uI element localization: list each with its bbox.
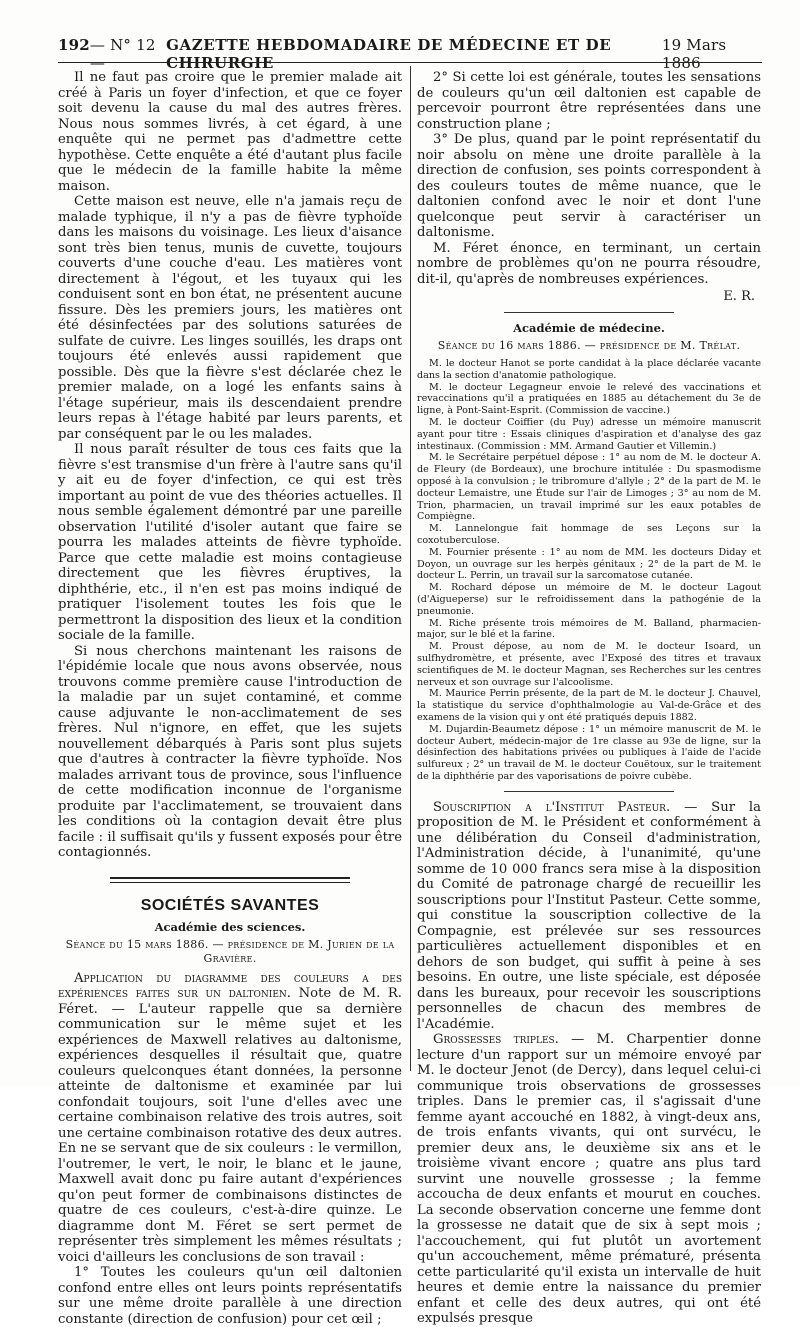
small-paragraph: M. Proust dépose, au nom de M. le docteur Isoard, un sulfhydromètre, et présente, avec l'Exposé des titres et travaux scientifiques de M. le docteur Magnan, ses Recherches sur les centres nerveux et son ouvrage sur l'alcoolisme. bbox=[417, 641, 761, 688]
page-number: 192 bbox=[58, 36, 90, 54]
page-header bbox=[58, 36, 758, 58]
paragraph: 2° Si cette loi est générale, toutes les sensations de couleurs qu'un œil daltonien est capable de percevoir pourront être représentées dans une construction plane ; bbox=[417, 70, 761, 132]
paragraph: Si nous cherchons maintenant les raisons de l'épidémie locale que nous avons observée, nous trouvons comme première cause l'introduction de la maladie par un sujet contaminé, et comme cause adjuvante le non-acclimatement de ses frères. Nul n'ignore, en effet, que les sujets nouvellement débarqués à Paris sont plus sujets que d'autres à contracter la fièvre typhoïde. Nos malades arrivant tous de province, sous l'influence de cette modification inconnue de l'organisme produite par l'acclimatement, se trouvaient dans les conditions où la contagion devait être plus facile : il suffisait qu'ils y fussent exposés pour être contagionnés. bbox=[58, 644, 402, 861]
issue-date: 19 Mars 1886 bbox=[662, 36, 758, 72]
small-paragraph: M. Dujardin-Beaumetz dépose : 1° un mémoire manuscrit de M. le docteur Aubert, médecin-major de 1re classe au 93e de ligne, sur la désinfection des habitations privées ou publiques à l'aide de l'acide sulfureux ; 2° un travail de M. le docteur Couëtoux, sur le traitement de la diphthérie par des vaporisations de poivre cubèbe. bbox=[417, 724, 761, 783]
paragraph bbox=[417, 1032, 761, 1327]
paragraph-lead: Application du diagramme des couleurs a des expériences faites sur un daltonien. bbox=[58, 971, 402, 1002]
small-paragraph: M. le docteur Coiffier (du Puy) adresse un mémoire manuscrit ayant pour titre : Essais cliniques d'aspiration et d'analyse des gaz intestinaux. (Commission : MM. Armand Gautier et Villemin.) bbox=[417, 417, 761, 452]
paragraph: 1° Toutes les couleurs qu'un œil daltonien confond entre elles ont leurs points représentatifs sur une même droite parallèle à une direction constante (direction de confusion) pour cet œil ; bbox=[58, 1265, 402, 1327]
session-heading: Séance du 15 mars 1886. — présidence de M. Jurien de la Gravière. bbox=[58, 938, 402, 966]
correspondence-list bbox=[417, 358, 761, 783]
right-column bbox=[417, 70, 761, 1327]
small-paragraph: M. Rochard dépose un mémoire de M. le docteur Lagout (d'Aigueperse) sur le refroidissement dans la pathogénie de la pneumonie. bbox=[417, 582, 761, 617]
section-title: SOCIÉTÉS SAVANTES bbox=[58, 897, 402, 915]
divider bbox=[504, 791, 674, 792]
paragraph: 3° De plus, quand par le point représentatif du noir absolu on mène une droite parallèle à la direction de confusion, ses points correspondent à des couleurs toutes de même nuance, que le daltonien confond avec le noir et dont l'une quelconque peut servir à caractériser un daltonisme. bbox=[417, 132, 761, 241]
small-paragraph: M. Fournier présente : 1° au nom de MM. les docteurs Diday et Doyon, un ouvrage sur les herpès génitaux ; 2° de la part de M. le docteur L. Perrin, un travail sur la sarcomatose cutanée. bbox=[417, 547, 761, 582]
divider bbox=[504, 312, 674, 313]
paragraph-lead: Souscription a l'Institut Pasteur. bbox=[433, 800, 670, 815]
journal-title: GAZETTE HEBDOMADAIRE DE MÉDECINE ET DE CHIRURGIE bbox=[166, 36, 662, 72]
session-heading: Séance du 16 mars 1886. — présidence de M. Trélat. bbox=[417, 339, 761, 352]
paragraph: Il ne faut pas croire que le premier malade ait créé à Paris un foyer d'infection, et que ce foyer soit devenu la cause du mal des autres frères. Nous nous sommes livrés, à cet égard, à une enquête qui ne permet pas d'admettre cette hypothèse. Cette enquête a été d'autant plus facile que le médecin de la famille habite la même maison. bbox=[58, 70, 402, 194]
daltonism-note bbox=[58, 971, 402, 1327]
small-paragraph: M. Riche présente trois mémoires de M. Balland, pharmacien-major, sur le blé et la farine. bbox=[417, 618, 761, 642]
small-paragraph: M. le docteur Hanot se porte candidat à la place déclarée vacante dans la section d'anatomie pathologique. bbox=[417, 358, 761, 382]
paragraph-lead: Grossesses triples. bbox=[433, 1032, 559, 1047]
academy-reports bbox=[417, 800, 761, 1327]
academy-heading: Académie de médecine. bbox=[417, 321, 761, 335]
paragraph bbox=[417, 800, 761, 1033]
paragraph bbox=[58, 971, 402, 1266]
academy-heading: Académie des sciences. bbox=[58, 920, 402, 934]
paragraph-text: — M. Charpentier donne lecture d'un rapport sur un mémoire envoyé par M. le docteur Jenot (de Dercy), dans lequel celui-ci communique trois observations de grossesses triples. Dans le premier cas, il s'agissait d'une femme ayant accouché en 1882, à vingt-deux ans, de trois enfants vivants, qui ont survécu, le premier deux ans, le deuxième six ans et le troisième vivant encore ; quatre ans plus tard survint une nouvelle grossesse ; la femme accoucha de deux enfants et mourut en couches. La seconde observation concerne une femme dont la grossesse ne datait que de six à sept mois ; l'accouchement, qui fut plutôt un avortement qu'un accouchement, même prématuré, présenta cette particularité qu'il exista un intervalle de huit heures et demie entre la naissance du premier enfant et celle des deux autres, qui ont été expulsés presque bbox=[417, 1032, 761, 1326]
paragraph: Cette maison est neuve, elle n'a jamais reçu de malade typhique, il n'y a pas de fièvre typhoïde dans les maisons du voisinage. Les lieux d'aisance sont très bien tenus, munis de cuvette, toujours couverts d'une couche d'eau. Les matières vont directement à l'égout, et les tuyaux qui les conduisent sont en bon état, ne présentent aucune fissure. Dès les premiers jours, les matières ont été désinfectées par des solutions saturées de sulfate de cuivre. Les linges souillés, les draps ont toujours été enlevés aussi rapidement que possible. Dès que la fièvre s'est déclarée chez le premier malade, on a logé les enfants sains à l'étage supérieur, mais ils descendaient prendre leurs repas à l'étage habité par leurs parents, et par conséquent par le ou les malades. bbox=[58, 194, 402, 442]
typhoid-article bbox=[58, 70, 402, 861]
section-divider bbox=[110, 877, 350, 883]
small-paragraph: M. le docteur Legagneur envoie le relevé des vaccinations et revaccinations qu'il a pratiquées en 1885 au détachement du 3e de ligne, à Pont-Saint-Esprit. (Commission de vaccine.) bbox=[417, 382, 761, 417]
daltonism-conclusions bbox=[417, 70, 761, 287]
header-rule bbox=[58, 62, 762, 63]
column-divider bbox=[410, 66, 411, 1071]
paragraph-text: — Sur la proposition de M. le Président et conformément à une délibération du Conseil d'administration, l'Administration décide, à l'unanimité, qu'une somme de 10 000 francs sera mise à la disposition du Comité de patronage chargé de recueillir les souscriptions pour l'Institut Pasteur. Cette somme, qui constitue la souscription collective de la Compagnie, est prélevée sur ses ressources particulières actuellement disponibles et en dehors de son budget, qui suffit à peine à ses besoins. En outre, une liste spéciale, est déposée dans les bureaux, pour recevoir les souscriptions personnelles de chacun des membres de l'Académie. bbox=[417, 800, 761, 1032]
small-paragraph: M. Maurice Perrin présente, de la part de M. le docteur J. Chauvel, la statistique du service d'ophthalmologie au Val-de-Grâce et des examens de la vision qui y ont été pratiqués depuis 1882. bbox=[417, 688, 761, 723]
signature: E. R. bbox=[417, 289, 755, 304]
paragraph-text: Note de M. R. Féret. — L'auteur rappelle que sa dernière communication sur le même sujet et les expériences de Maxwell relatives au daltonisme, expériences desquelles il résultait que, quatre couleurs quelconques étant données, la personne atteinte de daltonisme et examinée par lui confondait toujours, soit l'une d'elles avec une certaine combinaison relative des trois autres, soit une certaine combinaison rotative des deux autres. En ne se servant que de six couleurs : le vermillon, l'outremer, le vert, le noir, le blanc et le jaune, Maxwell avait donc pu faire autant d'expériences qu'on peut former de combinaisons distinctes de quatre de ces couleurs, c'est-à-dire quinze. Le diagramme dont M. Féret se sert permet de représenter très simplement les mêmes résultats ; voici d'ailleurs les conclusions de son travail : bbox=[58, 986, 402, 1265]
paragraph: M. Féret énonce, en terminant, un certain nombre de problèmes qu'on ne pourra résoudre, dit-il, qu'après de nombreuses expériences. bbox=[417, 241, 761, 288]
paragraph: Il nous paraît résulter de tous ces faits que la fièvre s'est transmise d'un frère à l'autre sans qu'il y ait eu de foyer d'infection, ce qui est très important au point de vue des théories actuelles. Il nous semble également démontré par une pareille observation l'utilité d'isoler autant que faire se pourra les malades atteints de fièvre typhoïde. Parce que cette maladie est moins contagieuse directement que les fièvres éruptives, la diphthérie, etc., il n'en est pas moins indiqué de pratiquer l'isolement toutes les fois que le permettront la disposition des lieux et la condition sociale de la famille. bbox=[58, 442, 402, 644]
small-paragraph: M. Lannelongue fait hommage de ses Leçons sur la coxotuberculose. bbox=[417, 523, 761, 547]
left-column bbox=[58, 70, 402, 1327]
issue-number: — N° 12 — bbox=[90, 36, 166, 72]
small-paragraph: M. le Secrétaire perpétuel dépose : 1° au nom de M. le docteur A. de Fleury (de Bordeaux), une brochure intitulée : Du spasmodisme opposé à la convulsion ; le tribromure d'allyle ; 2° de la part de M. le docteur Lemaistre, une Étude sur l'air de Limoges ; 3° au nom de M. Trion, pharmacien, un travail imprimé sur les eaux potables de Compiègne. bbox=[417, 452, 761, 523]
